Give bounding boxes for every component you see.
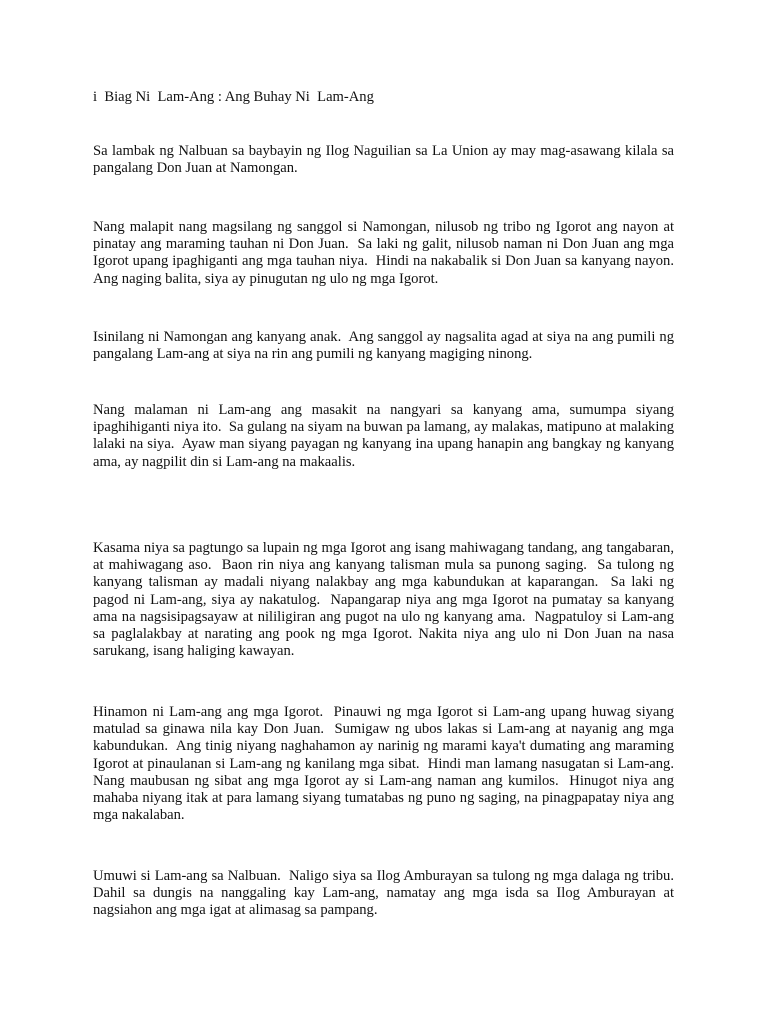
- paragraph-4: Nang malaman ni Lam-ang ang masakit na nangyari sa kanyang ama, sumumpa siyang ipaghihiganti niya ito. Sa gulang na siyam na buwan pa lamang, ay malakas, matipuno at malaking lalaki na siya. Ayaw man siyang payagan ng kanyang ina upang hanapin ang bangkay ng kanyang ama, ay nagpilit din si Lam-ang na makaalis.: [93, 402, 678, 470]
- document-title: i Biag Ni Lam-Ang : Ang Buhay Ni Lam-Ang: [93, 89, 374, 105]
- paragraph-7: Umuwi si Lam-ang sa Nalbuan. Naligo siya sa Ilog Amburayan sa tulong ng mga dalaga ng tribu. Dahil sa dungis na nanggaling kay Lam-ang, namatay ang mga isda sa Ilog Amburayan at nagsiahon ang mga igat at alimasag sa pampang.: [93, 868, 682, 919]
- paragraph-2: Nang malapit nang magsilang ng sanggol si Namongan, nilusob ng tribo ng Igorot ang nayon at pinatay ang maraming tauhan ni Don Juan. Sa laki ng galit, nilusob naman ni Don Juan ang mga Igorot upang ipaghiganti ang mga tauhan niya. Hindi na nakabalik si Don Juan sa kanyang nayon. Ang naging balita, siya ay pinugutan ng ulo ng mga Igorot.: [93, 219, 682, 287]
- paragraph-3: Isinilang ni Namongan ang kanyang anak. Ang sanggol ay nagsalita agad at siya na ang pumili ng pangalang Lam-ang at siya na rin ang pumili ng kanyang magiging ninong.: [93, 329, 678, 363]
- paragraph-1: Sa lambak ng Nalbuan sa baybayin ng Ilog Naguilian sa La Union ay may mag-asawang kilala sa pangalang Don Juan at Namongan.: [93, 143, 678, 177]
- paragraph-5: Kasama niya sa pagtungo sa lupain ng mga Igorot ang isang mahiwagang tandang, ang tangabaran, at mahiwagang aso. Baon rin niya ang kanyang talisman mula sa punong saging. Sa tulong ng kanyang talisman ay madali niyang nalakbay ang mga kabundukan at kaparangan. Sa laki ng pagod ni Lam-ang, siya ay nakatulog. Napangarap niya ang mga Igorot na pumatay sa kanyang ama na nagsisipagsayaw at nililigiran ang pugot na ulo ng kanyang ama. Nagpatuloy si Lam-ang sa paglalakbay at narating ang pook ng mga Igorot. Nakita niya ang ulo ni Don Juan na nasa sarukang, isang haliging kawayan.: [93, 540, 678, 660]
- paragraph-6: Hinamon ni Lam-ang ang mga Igorot. Pinauwi ng mga Igorot si Lam-ang upang huwag siyang matulad sa ginawa nila kay Don Juan. Sumigaw ng ubos lakas si Lam-ang at nayanig ang mga kabundukan. Ang tinig niyang naghahamon ay narinig ng marami kaya't dumating ang maraming Igorot at pinaulanan si Lam-ang ng kanilang mga sibat. Hindi man lamang nasugatan si Lam-ang. Nang maubusan ng sibat ang mga Igorot ay si Lam-ang naman ang kumilos. Hinugot niya ang mahaba niyang itak at para lamang siyang tumatabas ng puno ng saging, na pinagpapatay niya ang mga nakalaban.: [93, 704, 682, 824]
